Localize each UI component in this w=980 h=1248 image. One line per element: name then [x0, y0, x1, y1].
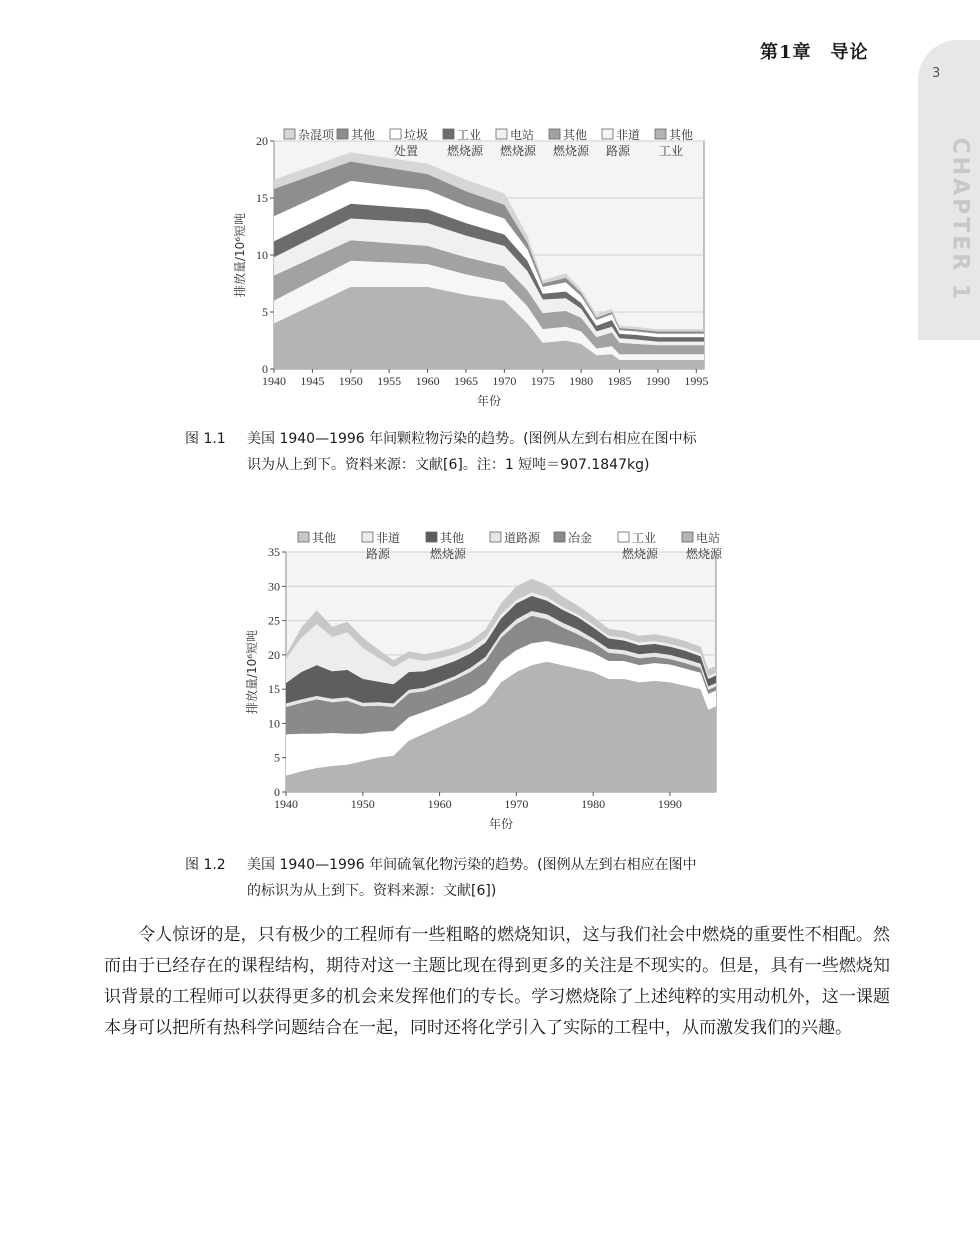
- legend-swatch: [390, 129, 401, 139]
- plot-group: [232, 134, 708, 408]
- x-tick-label: 1945: [300, 374, 325, 388]
- legend-swatch: [490, 532, 501, 542]
- legend-label-line2: 路源: [366, 547, 391, 561]
- page-number: 3: [932, 66, 941, 81]
- y-tick-label: 5: [262, 305, 268, 319]
- y-axis-label: 排放量/10⁶短吨: [233, 212, 247, 298]
- legend-label: 其他: [563, 128, 588, 142]
- legend-swatch: [362, 532, 373, 542]
- y-tick-label: 10: [256, 248, 268, 262]
- legend-swatch: [655, 129, 666, 139]
- y-tick-label: 10: [268, 716, 280, 731]
- chapter-header: 第1章 导论: [760, 42, 869, 63]
- x-tick-label: 1960: [427, 797, 452, 811]
- legend-swatch: [426, 532, 437, 542]
- y-tick-label: 0: [274, 785, 280, 799]
- x-tick-label: 1960: [415, 374, 440, 388]
- figure-2: [214, 512, 764, 840]
- y-tick-label: 35: [268, 545, 280, 559]
- x-axis-label: 年份: [488, 817, 514, 831]
- legend-label: 其他: [669, 128, 694, 142]
- legend-label: 其他: [312, 531, 337, 545]
- legend-swatch: [337, 129, 348, 139]
- legend-swatch: [298, 532, 309, 542]
- legend-label: 工业: [632, 531, 657, 545]
- y-tick-label: 15: [256, 191, 268, 205]
- legend-swatch: [602, 129, 613, 139]
- legend-label: 电站: [510, 128, 535, 142]
- legend-label: 杂混项: [298, 128, 335, 142]
- legend-label: 冶金: [568, 531, 593, 545]
- legend-swatch: [682, 532, 693, 542]
- y-tick-label: 15: [268, 682, 280, 697]
- figure-1-caption-line2: 识为从上到下。资料来源：文献[6]。注：1 短吨＝907.1847kg): [247, 457, 650, 473]
- chapter-side-label: CHAPTER 1: [947, 137, 973, 303]
- figure-2-caption: [185, 852, 805, 904]
- x-tick-label: 1970: [504, 797, 529, 811]
- x-tick-label: 1940: [274, 797, 298, 811]
- legend-swatch: [549, 129, 560, 139]
- legend-label-line2: 燃烧源: [622, 547, 659, 561]
- figure-2-caption-line1: 美国 1940—1996 年间硫氧化物污染的趋势。(图例从左到右相应在图中: [247, 857, 697, 873]
- y-tick-label: 20: [256, 134, 268, 148]
- legend-swatch: [618, 532, 629, 542]
- legend-label: 垃圾: [404, 128, 429, 142]
- figure-1-chart: [228, 108, 758, 418]
- legend-swatch: [443, 129, 454, 139]
- legend-label-line2: 燃烧源: [500, 144, 537, 158]
- figure-2-caption-line2: 的标识为从上到下。资料来源：文献[6]): [247, 883, 497, 899]
- figure-2-chart: [214, 512, 764, 840]
- legend-swatch: [284, 129, 295, 139]
- x-tick-label: 1950: [338, 374, 363, 388]
- legend-label-line2: 燃烧源: [686, 547, 723, 561]
- y-tick-label: 0: [262, 362, 268, 376]
- x-tick-label: 1995: [684, 374, 709, 388]
- figure-1-caption: [185, 426, 795, 478]
- legend-label-line2: 燃烧源: [553, 144, 590, 158]
- figure-1: [228, 108, 758, 418]
- legend-label: 工业: [457, 128, 482, 142]
- legend-label: 电站: [696, 531, 721, 545]
- x-tick-label: 1985: [607, 374, 632, 388]
- y-tick-label: 30: [268, 579, 280, 594]
- x-tick-label: 1975: [530, 374, 555, 388]
- legend-label: 非道: [376, 531, 401, 545]
- legend-swatch: [554, 532, 565, 542]
- legend-label-line2: 燃烧源: [430, 547, 467, 561]
- legend-label: 其他: [440, 531, 465, 545]
- body-paragraph: [104, 920, 890, 1044]
- plot-group: [244, 545, 716, 831]
- y-tick-label: 25: [268, 613, 280, 628]
- y-tick-label: 20: [268, 647, 280, 662]
- x-tick-label: 1990: [657, 797, 682, 811]
- x-tick-label: 1970: [492, 374, 517, 388]
- x-tick-label: 1990: [645, 374, 670, 388]
- legend-label-line2: 工业: [659, 144, 684, 158]
- legend-label-line2: 处置: [394, 144, 419, 158]
- figure-2-number: 图 1.2: [185, 857, 226, 873]
- x-tick-label: 1965: [453, 374, 478, 388]
- legend-label-line2: 路源: [606, 144, 631, 158]
- x-axis-label: 年份: [476, 394, 502, 408]
- y-axis-label: 排放量/10⁶短吨: [245, 629, 259, 715]
- legend-label: 道路源: [504, 531, 541, 545]
- x-tick-label: 1980: [581, 797, 606, 811]
- body-paragraph-text: 令人惊讶的是，只有极少的工程师有一些粗略的燃烧知识，这与我们社会中燃烧的重要性不相配。然而由于已经存在的课程结构，期待对这一主题比现在得到更多的关注是不现实的。但是，具有一些燃烧知识背景的工程师可以获得更多的机会来发挥他们的专长。学习燃烧除了上述纯粹的实用动机外，这一课题本身可以把所有热科学问题结合在一起，同时还将化学引入了实际的工程中，从而激发我们的兴趣。: [104, 925, 890, 1038]
- y-tick-label: 5: [274, 750, 280, 765]
- legend-label-line2: 燃烧源: [447, 144, 484, 158]
- legend-swatch: [496, 129, 507, 139]
- figure-1-number: 图 1.1: [185, 431, 226, 447]
- x-tick-label: 1980: [569, 374, 594, 388]
- figure-1-caption-line1: 美国 1940—1996 年间颗粒物污染的趋势。(图例从左到右相应在图中标: [247, 431, 697, 447]
- legend-label: 非道: [616, 128, 641, 142]
- x-tick-label: 1955: [377, 374, 402, 388]
- x-tick-label: 1950: [350, 797, 375, 811]
- x-tick-label: 1940: [262, 374, 286, 388]
- legend-label: 其他: [351, 128, 376, 142]
